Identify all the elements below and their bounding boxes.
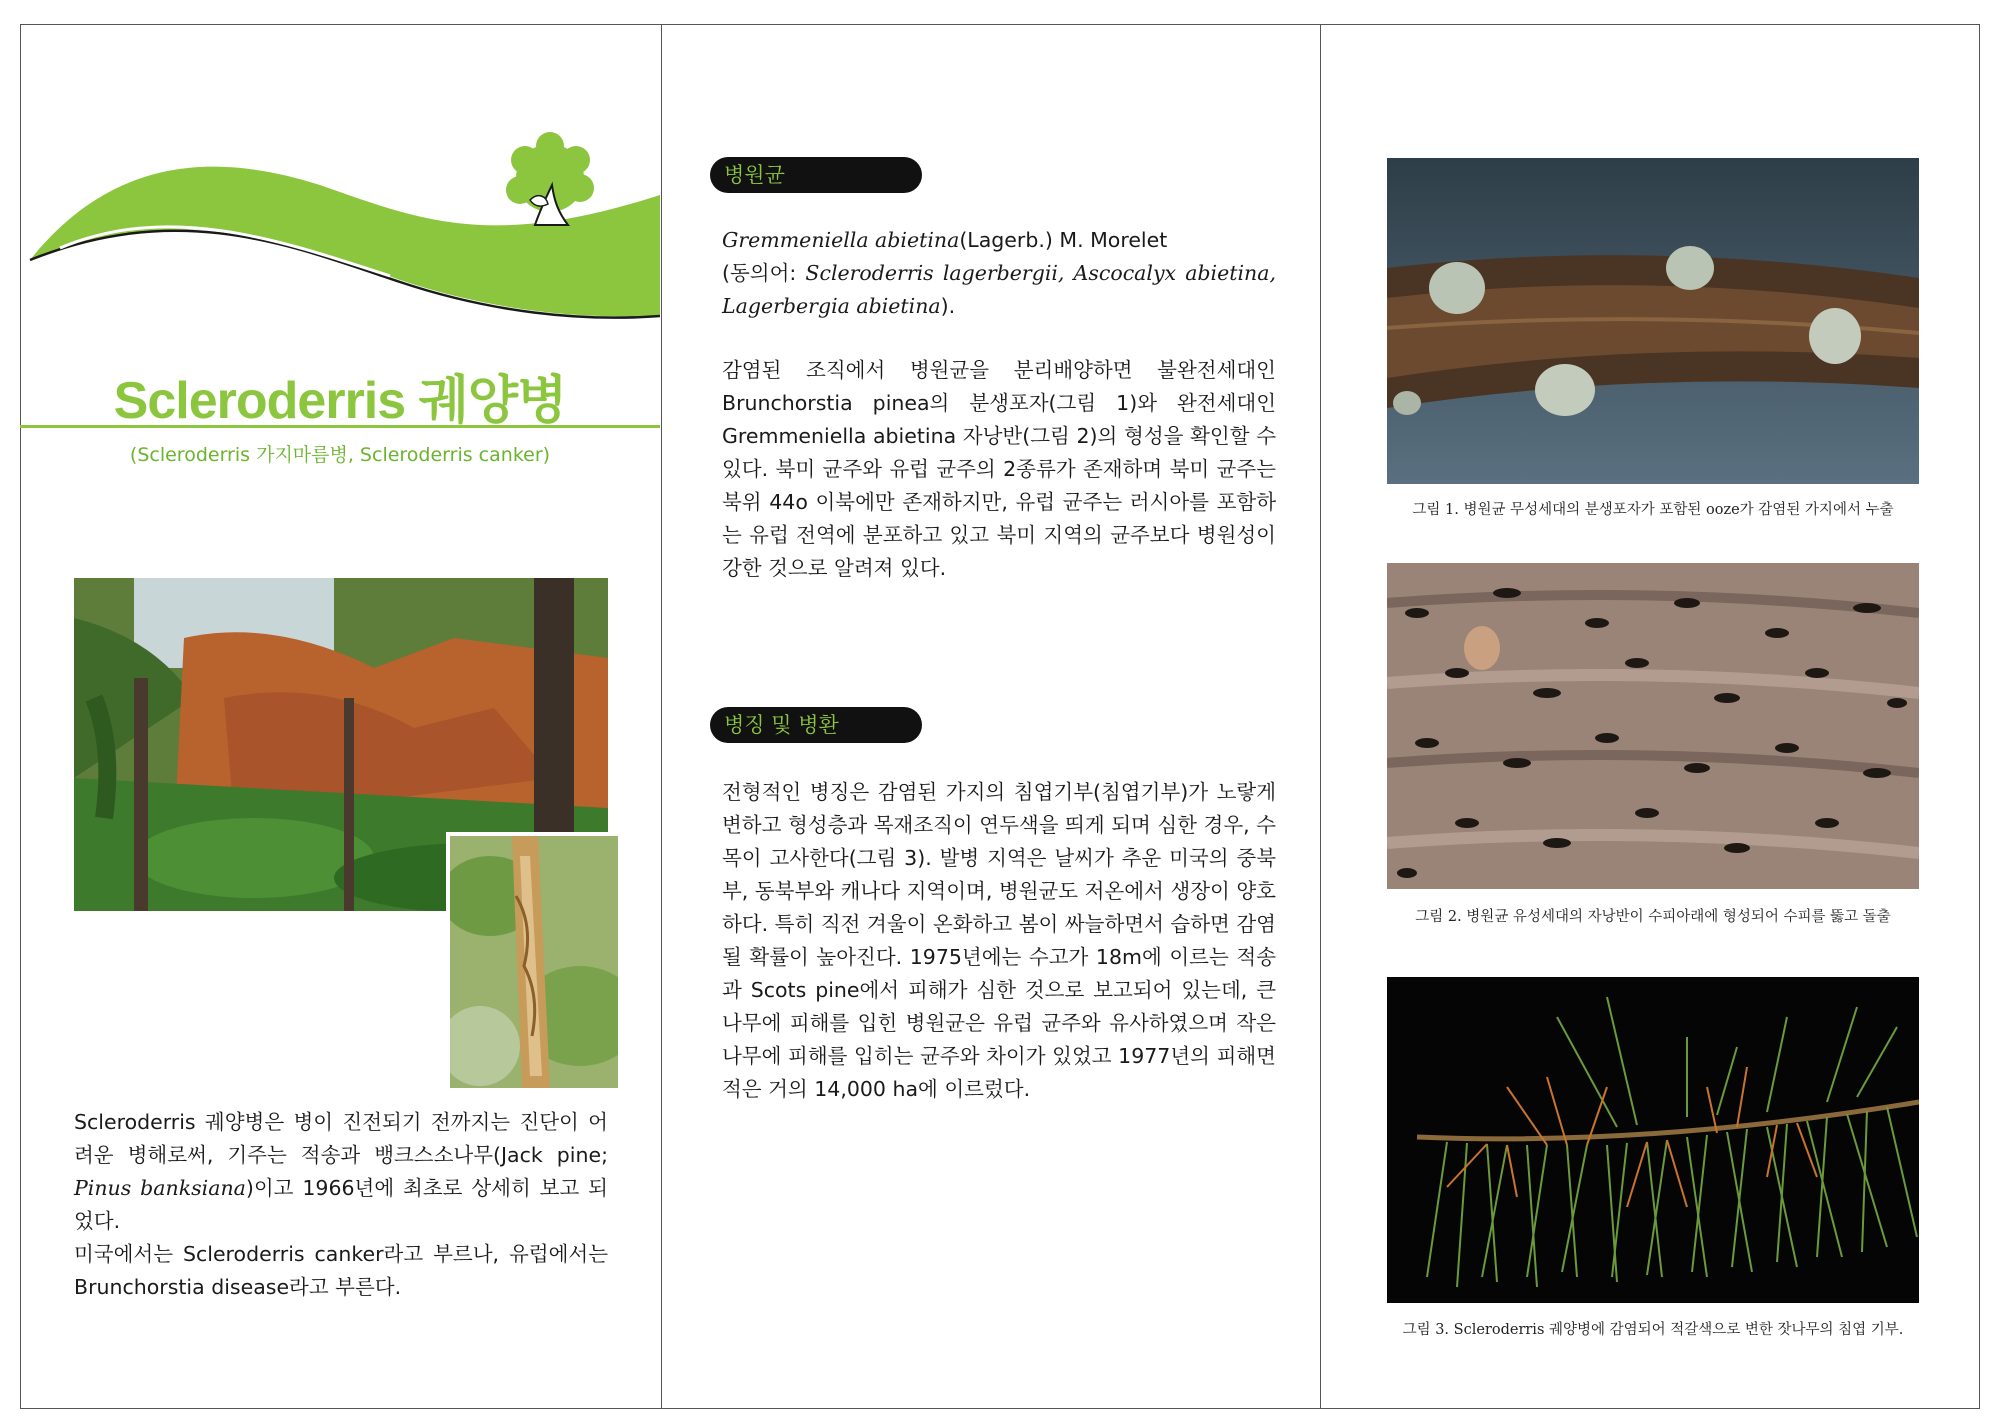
column-divider-right — [1320, 24, 1321, 1409]
figure3-needle-photo — [1387, 977, 1919, 1303]
species-name-italic: Gremmeniella abietina — [722, 228, 960, 252]
pathogen-name-block — [722, 224, 1276, 323]
synonym-prefix: (동의어: — [722, 261, 806, 285]
symptom-heading: 병징 및 병환 — [710, 707, 922, 743]
title-underline — [20, 425, 660, 428]
intro-text-part: )이고 1966년에 최초로 상세히 보고 되었다. — [74, 1176, 608, 1233]
figure2-caption: 그림 2. 병원균 유성세대의 자낭반이 수피아래에 형성되어 수피를 뚫고 돌출 — [1415, 909, 1891, 925]
page-title: Scleroderris 궤양병 — [113, 372, 567, 430]
species-author: (Lagerb.) M. Morelet — [959, 228, 1168, 252]
figure1-ooze-photo — [1387, 158, 1919, 484]
figure2-apothecia-photo — [1387, 563, 1919, 889]
pathogen-paragraph: 감염된 조직에서 병원균을 분리배양하면 불완전세대인 Brunchorstia pinea의 분생포자(그림 1)와 완전세대인 Gremmeniella abietina 자낭반(그림 2)의 형성을 확인할 수 있다. 북미 균주와 유럽 균주의 2종류가 존재하며 북미 균주는 북위 44o 이북에만 존재하지만, 유럽 균주는 러시아를 포함하는 유럽 전역에 분포하고 있고 북미 지역의 균주보다 병원성이 강한 것으로 알려져 있다. — [722, 358, 1276, 580]
symptom-paragraph: 전형적인 병징은 감염된 가지의 침엽기부(침엽기부)가 노랗게 변하고 형성층과 목재조직이 연두색을 띄게 되며 심한 경우, 수목이 고사한다(그림 3). 발병 지역은 날씨가 추운 미국의 중북부, 동북부와 캐나다 지역이며, 병원균도 저온에서 생장이 양호하다. 특히 직전 겨울이 온화하고 봄이 싸늘하면서 습하면 감염될 확률이 높아진다. 1975년에는 수고가 18m에 이르는 적송과 Scots pine에서 피해가 심한 것으로 보고되어 있는데, 큰 나무에 피해를 입힌 병원균은 유럽 균주와 유사하였으며 작은 나무에 피해를 입히는 균주와 차이가 있었고 1977년의 피해면적은 거의 14,000 ha에 이르렀다. — [722, 780, 1276, 1101]
page-subtitle: (Scleroderris 가지마름병, Scleroderris canker) — [129, 444, 551, 466]
synonym-names-italic: Scleroderris lagerbergii, Ascocalyx abietina, Lagerbergia abietina — [722, 261, 1276, 318]
figure3-caption: 그림 3. Scleroderris 궤양병에 감염되어 적갈색으로 변한 잣나무의 침엽 기부. — [1402, 1322, 1904, 1338]
pathogen-heading: 병원균 — [710, 157, 922, 193]
intro-text-line2: 미국에서는 Scleroderris canker라고 부르나, 유럽에서는 Brunchorstia disease라고 부른다. — [74, 1242, 608, 1299]
intro-text-part: Scleroderris 궤양병은 병이 진전되기 전까지는 진단이 어려운 병해로써, 기주는 적송과 뱅크스소나무(Jack pine; — [74, 1110, 608, 1167]
green-swoosh-banner — [20, 130, 660, 330]
column-divider-left — [661, 24, 662, 1409]
synonym-suffix: ). — [940, 294, 956, 318]
tree-logo-icon — [506, 132, 594, 225]
intro-species-italic: Pinus banksiana — [74, 1176, 246, 1200]
intro-paragraph — [74, 1106, 608, 1304]
trunk-canker-photo — [446, 832, 622, 1092]
figure1-caption: 그림 1. 병원균 무성세대의 분생포자가 포함된 ooze가 감염된 가지에서 누출 — [1412, 502, 1894, 518]
